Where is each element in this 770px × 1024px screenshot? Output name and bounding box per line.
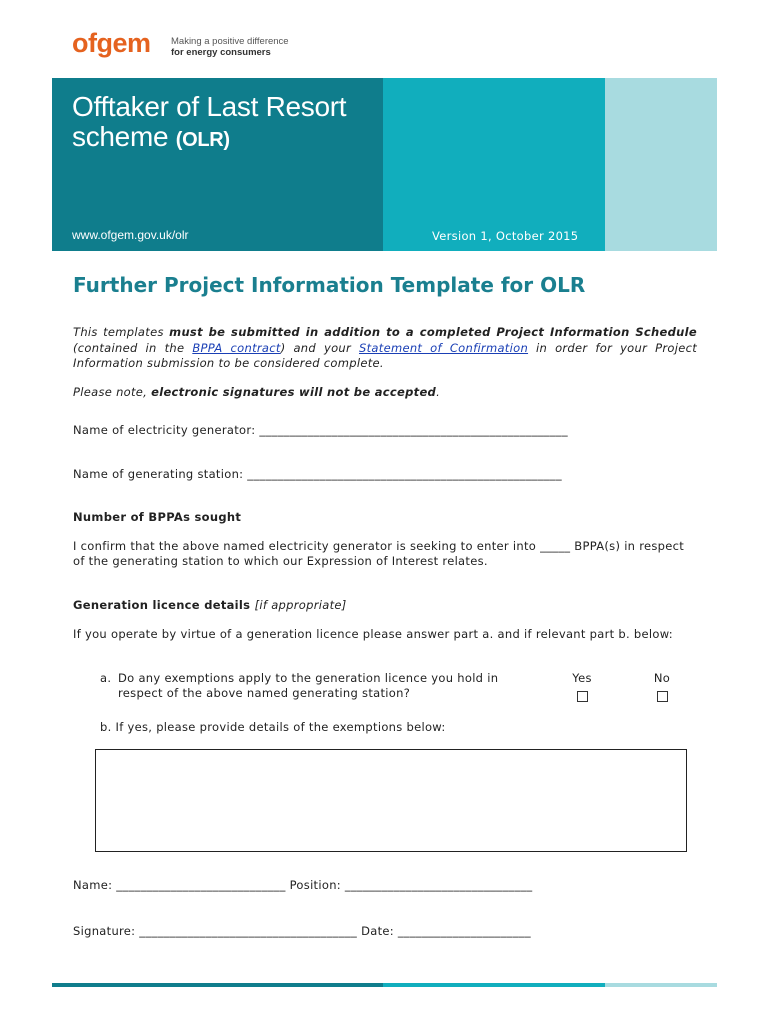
document-title: Further Project Information Template for OLR — [73, 273, 586, 297]
question-a — [100, 671, 540, 701]
tagline-line-1: Making a positive difference — [171, 36, 289, 47]
banner-title-line-1: Offtaker of Last Resort — [72, 91, 347, 122]
intro-text-3: ) and your — [280, 340, 359, 355]
footer-dark-bar — [52, 983, 383, 987]
banner-url: www.ofgem.gov.uk/olr — [72, 228, 189, 242]
logo-tagline — [171, 36, 289, 58]
banner-light-panel — [605, 78, 717, 251]
licence-instructions: If you operate by virtue of a generation licence please answer part a. and if relevant part b. below: — [73, 627, 673, 641]
yes-option[interactable] — [568, 671, 596, 702]
yes-checkbox[interactable] — [577, 691, 588, 702]
footer-mid-bar — [383, 983, 605, 987]
banner-title-line-2 — [72, 122, 382, 155]
note-bold: electronic signatures will not be accepted — [151, 385, 437, 399]
banner-title-abbrev: (OLR) — [175, 129, 230, 151]
no-option[interactable] — [650, 671, 674, 702]
intro-text-1: This templates — [73, 325, 170, 339]
intro-text-4: in order for your Project Information submission to be considered complete. — [73, 340, 698, 370]
banner-mid-panel — [383, 78, 605, 251]
no-label: No — [653, 671, 671, 685]
intro-paragraph — [73, 325, 697, 372]
tagline-line-2: for energy consumers — [171, 47, 271, 58]
exemption-details-textbox[interactable] — [95, 749, 687, 852]
station-name-field[interactable]: Name of generating station: ____________________________________________________ — [73, 467, 562, 481]
licence-heading-text: Generation licence details — [73, 598, 251, 612]
note-prefix: Please note, — [73, 385, 152, 399]
licence-heading-hint: [if appropriate] — [254, 598, 347, 612]
question-a-marker: a. — [100, 671, 112, 685]
intro-bold: must be submitted in addition to a completed Project Information Schedule — [169, 325, 697, 339]
intro-text-2: (contained in the — [73, 340, 193, 355]
bppa-confirmation-text: I confirm that the above named electricity generator is seeking to enter into _____ BPPA(s) in respect of the generating station to which our Expression of Interest relates. — [73, 539, 685, 568]
signature-date-fields[interactable]: Signature: ____________________________________ Date: ______________________ — [73, 924, 531, 938]
statement-of-confirmation-link[interactable]: Statement of Confirmation — [359, 340, 529, 355]
bppa-contract-link[interactable]: BPPA contract — [192, 340, 281, 355]
banner-title-scheme: scheme — [72, 121, 169, 152]
question-b: b. If yes, please provide details of the exemptions below: — [100, 720, 446, 734]
version-label: Version 1, October 2015 — [432, 229, 579, 243]
bppa-heading: Number of BPPAs sought — [73, 510, 242, 524]
banner-title — [72, 92, 382, 155]
no-checkbox[interactable] — [657, 691, 668, 702]
name-position-fields[interactable]: Name: ____________________________ Position: _______________________________ — [73, 878, 533, 892]
ofgem-logo: ofgem — [72, 28, 151, 58]
generator-name-field[interactable]: Name of electricity generator: ___________________________________________________ — [73, 423, 568, 437]
yes-label: Yes — [572, 671, 592, 685]
note-suffix: . — [436, 385, 441, 399]
licence-heading — [73, 598, 347, 612]
question-a-text: Do any exemptions apply to the generation licence you hold in respect of the above named generating station? — [118, 671, 499, 700]
signature-note — [73, 385, 440, 399]
footer-light-bar — [605, 983, 717, 987]
